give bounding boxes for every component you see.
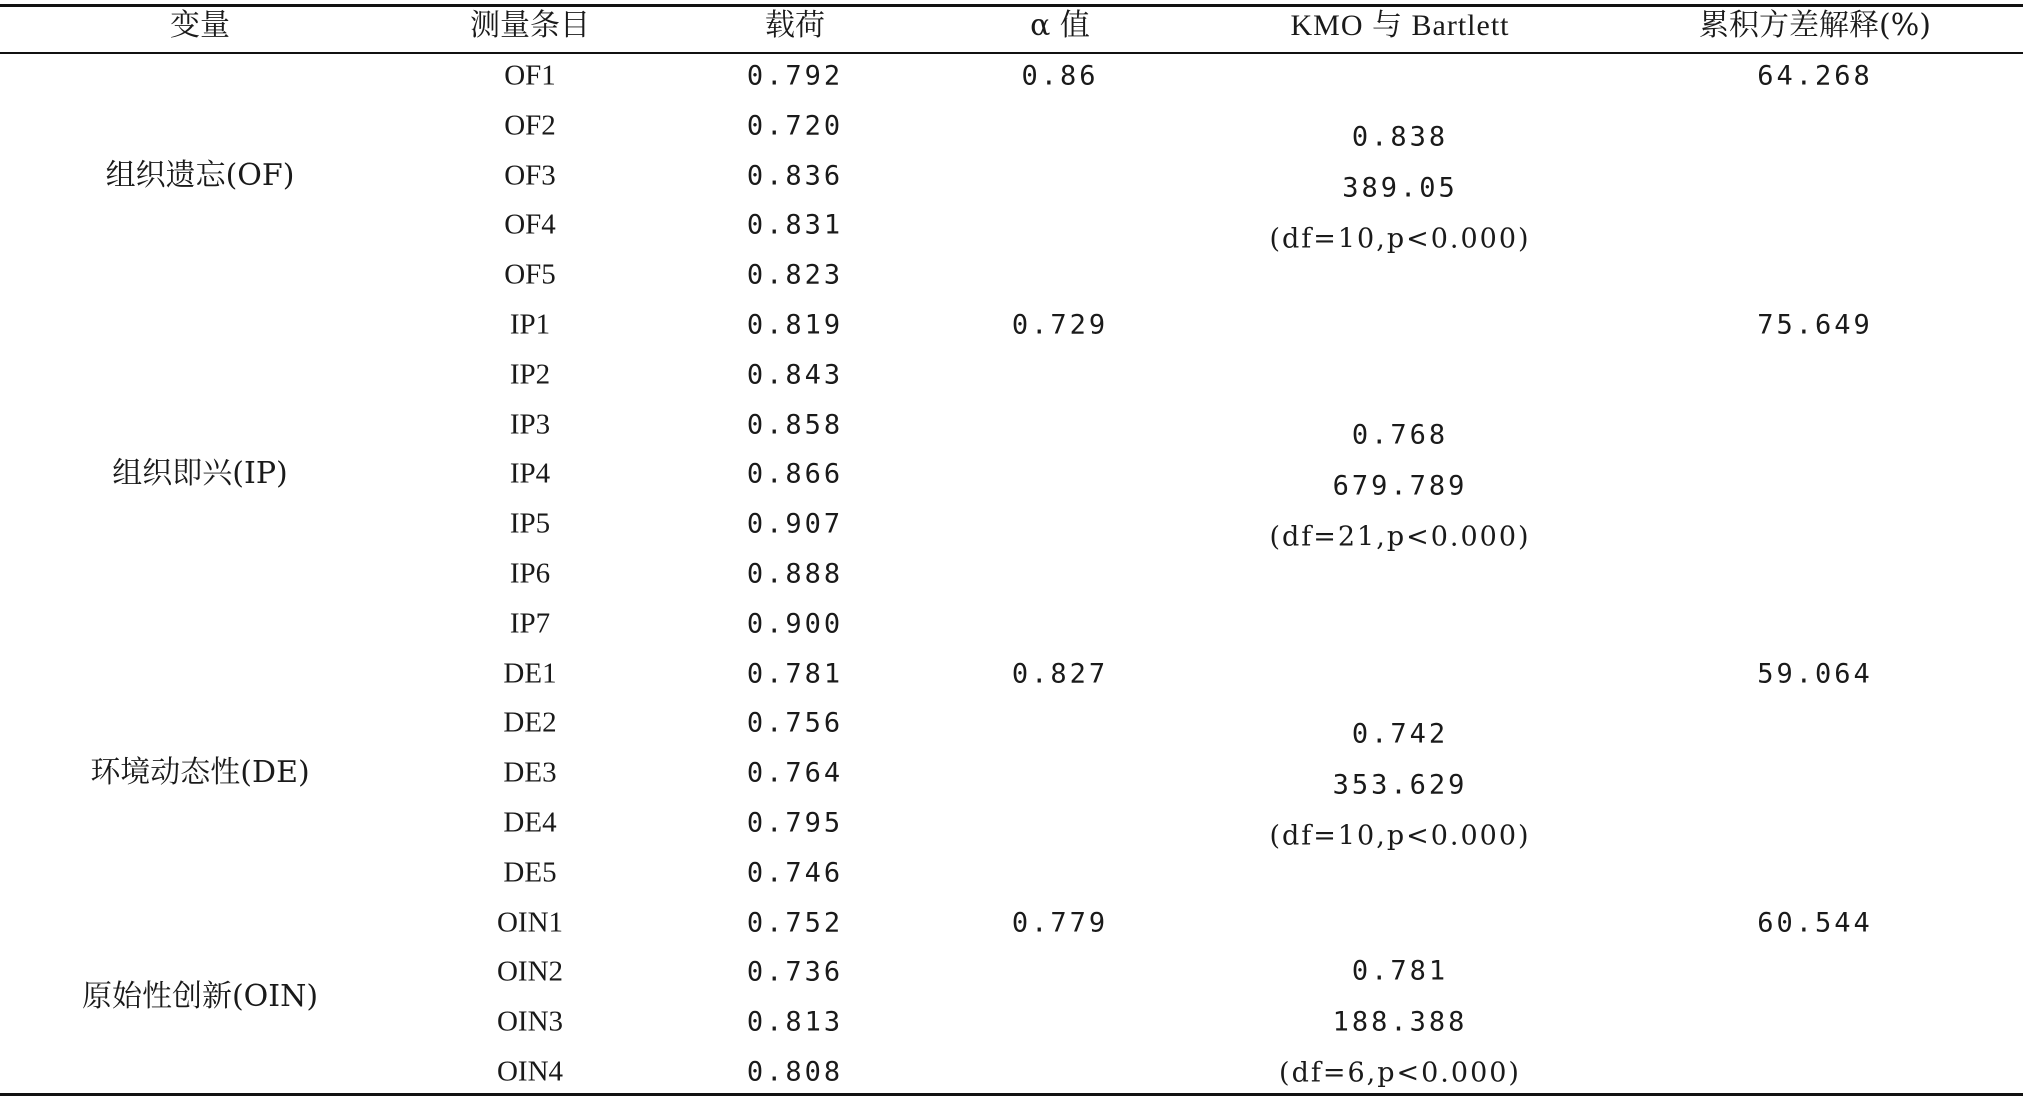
item-code: DE2 — [503, 706, 557, 739]
bartlett-test-stats: (df=10,p<0.000) — [1269, 223, 1531, 255]
variable-label: 组织即兴(IP) — [112, 456, 288, 492]
item-code: DE4 — [503, 806, 557, 839]
loading-value: 0.813 — [746, 1006, 844, 1038]
item-code: OIN4 — [496, 1055, 564, 1088]
loading-value: 0.792 — [746, 60, 844, 92]
top-rule — [0, 4, 2023, 7]
header-item: 测量条目 — [470, 8, 590, 43]
item-code: IP3 — [509, 408, 551, 441]
kmo-value: 0.781 — [1351, 955, 1449, 987]
item-code: IP5 — [509, 507, 551, 540]
loading-value: 0.819 — [746, 309, 844, 341]
item-code: DE1 — [503, 657, 557, 690]
header-alpha: α 值 — [1030, 8, 1090, 43]
variable-label: 原始性创新(OIN) — [81, 979, 319, 1015]
loading-value: 0.888 — [746, 558, 844, 590]
loading-value: 0.843 — [746, 359, 844, 391]
item-code: OIN3 — [496, 1005, 564, 1038]
item-code: IP6 — [509, 557, 551, 590]
bartlett-test-stats: (df=6,p<0.000) — [1279, 1057, 1521, 1089]
variance-value: 59.064 — [1757, 658, 1873, 690]
loading-value: 0.907 — [746, 508, 844, 540]
bartlett-chi-square: 188.388 — [1332, 1006, 1468, 1038]
variable-label: 环境动态性(DE) — [90, 755, 310, 791]
item-code: OF5 — [504, 258, 556, 291]
alpha-value: 0.827 — [1011, 658, 1109, 690]
item-code: OF4 — [504, 208, 556, 241]
header-rule — [0, 52, 2023, 54]
bartlett-test-stats: (df=21,p<0.000) — [1269, 521, 1531, 553]
loading-value: 0.764 — [746, 757, 844, 789]
kmo-value: 0.768 — [1351, 419, 1449, 451]
bartlett-test-stats: (df=10,p<0.000) — [1269, 820, 1531, 852]
item-code: DE3 — [503, 756, 557, 789]
header-kmo-bartlett: KMO 与 Bartlett — [1290, 9, 1510, 42]
loading-value: 0.900 — [746, 608, 844, 640]
loading-value: 0.756 — [746, 707, 844, 739]
loading-value: 0.866 — [746, 458, 844, 490]
item-code: IP1 — [509, 308, 551, 341]
item-code: OF2 — [504, 109, 556, 142]
item-code: IP7 — [509, 607, 551, 640]
variance-value: 64.268 — [1757, 60, 1873, 92]
alpha-value: 0.779 — [1011, 907, 1109, 939]
bottom-rule — [0, 1093, 2023, 1096]
variance-value: 60.544 — [1757, 907, 1873, 939]
header-variance: 累积方差解释(%) — [1699, 8, 1931, 43]
bartlett-chi-square: 353.629 — [1332, 769, 1468, 801]
bartlett-chi-square: 389.05 — [1342, 172, 1458, 204]
header-loading: 载荷 — [765, 8, 825, 43]
variable-label: 组织遗忘(OF) — [105, 157, 295, 193]
loading-value: 0.823 — [746, 259, 844, 291]
alpha-value: 0.86 — [1021, 60, 1099, 92]
loading-value: 0.795 — [746, 807, 844, 839]
loading-value: 0.858 — [746, 409, 844, 441]
header-variable: 变量 — [170, 8, 230, 43]
loading-value: 0.831 — [746, 209, 844, 241]
item-code: DE5 — [503, 856, 557, 889]
variance-value: 75.649 — [1757, 309, 1873, 341]
loading-value: 0.736 — [746, 956, 844, 988]
item-code: IP2 — [509, 358, 551, 391]
loading-value: 0.836 — [746, 160, 844, 192]
bartlett-chi-square: 679.789 — [1332, 470, 1468, 502]
item-code: OIN2 — [496, 955, 564, 988]
item-code: OF1 — [504, 59, 556, 92]
loading-value: 0.808 — [746, 1056, 844, 1088]
loading-value: 0.720 — [746, 110, 844, 142]
loading-value: 0.746 — [746, 857, 844, 889]
kmo-value: 0.742 — [1351, 718, 1449, 750]
loading-value: 0.781 — [746, 658, 844, 690]
item-code: IP4 — [509, 457, 551, 490]
item-code: OF3 — [504, 159, 556, 192]
item-code: OIN1 — [496, 906, 564, 939]
alpha-value: 0.729 — [1011, 309, 1109, 341]
kmo-value: 0.838 — [1351, 121, 1449, 153]
loading-value: 0.752 — [746, 907, 844, 939]
